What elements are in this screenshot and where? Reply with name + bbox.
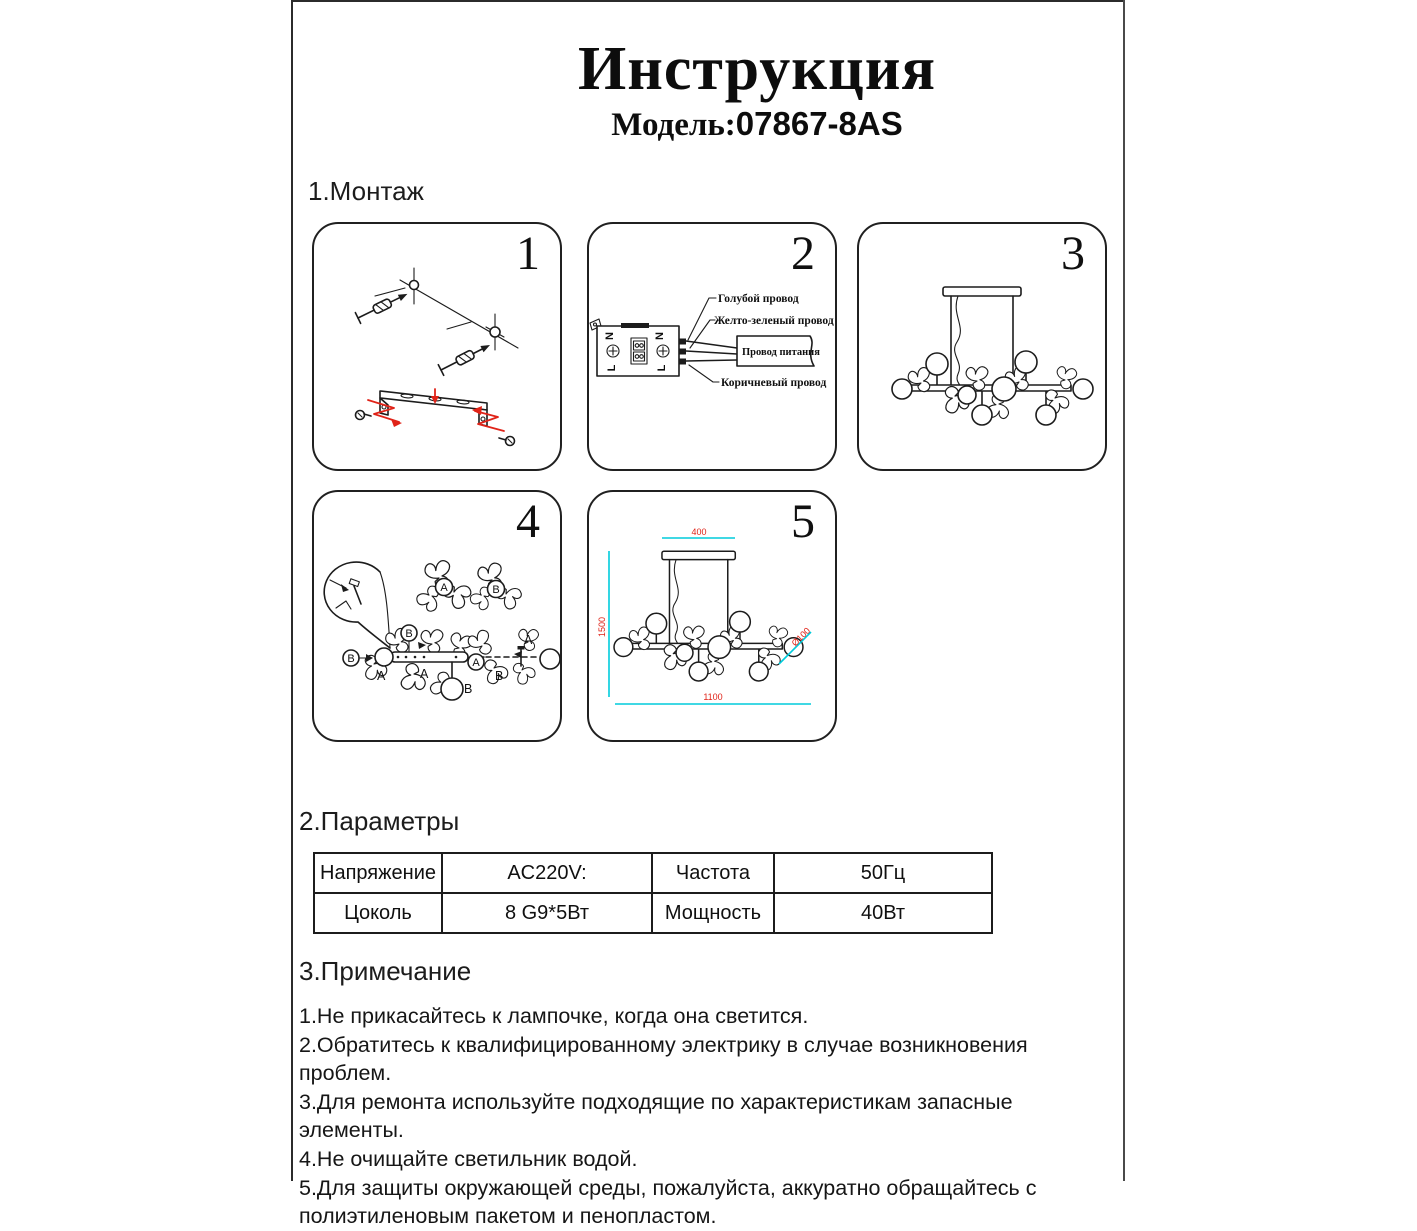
- param-value: 8 G9*5Вт: [442, 893, 652, 933]
- param-value: 40Вт: [774, 893, 992, 933]
- param-label: Напряжение: [314, 853, 442, 893]
- chandelier-drawing: [892, 287, 1093, 425]
- dim-left-label: 1500: [597, 616, 607, 638]
- panel-number: 5: [791, 495, 815, 548]
- page-title: Инструкция: [577, 35, 937, 103]
- section-heading-notes: 3.Примечание: [299, 956, 472, 986]
- part-b-label: B: [405, 628, 413, 640]
- note-item: 3.Для ремонта используйте подходящие по характеристикам запасные элементы.: [299, 1090, 1013, 1142]
- model-label: Модель:: [611, 107, 736, 144]
- anchor-screw-icon: [438, 340, 492, 376]
- panel-number: 1: [516, 227, 540, 280]
- terminal-block: [590, 319, 679, 376]
- table-row: [314, 853, 992, 893]
- page-border-left: [291, 0, 293, 1181]
- terminal-l-label: L: [656, 364, 668, 372]
- panel-number: 4: [516, 495, 540, 548]
- power-cord-label: Провод питания: [742, 347, 820, 358]
- panel-number: 2: [791, 227, 815, 280]
- note-item: 4.Не очищайте светильник водой.: [299, 1147, 638, 1171]
- part-b-label: B: [464, 682, 473, 696]
- insert-arrow-right: [472, 406, 504, 431]
- note-item: 1.Не прикасайтесь к лампочке, когда она светится.: [299, 1004, 809, 1028]
- dim-diameter-label: Ø100: [789, 625, 813, 649]
- part-a-label: A: [420, 667, 429, 681]
- terminal-n-label: N: [604, 332, 616, 340]
- panel-mounting: [312, 222, 562, 471]
- model-line: [292, 105, 1222, 144]
- ceiling-line: [400, 268, 518, 350]
- brown-wire-label: Коричневый провод: [721, 377, 827, 389]
- param-value: AC220V:: [442, 853, 652, 893]
- dim-top-label: 400: [691, 527, 707, 537]
- panel-number: 3: [1061, 227, 1085, 280]
- yellow-green-wire-label: Желто-зеленый провод: [714, 315, 834, 327]
- parameters-table: [313, 852, 993, 934]
- param-value: 50Гц: [774, 853, 992, 893]
- section-heading-montage: 1.Монтаж: [308, 176, 424, 206]
- part-a-label: A: [524, 633, 533, 647]
- page-border-right: [1123, 0, 1125, 1181]
- part-b-label: B: [347, 653, 355, 665]
- param-label: Цоколь: [314, 893, 442, 933]
- param-label: Мощность: [652, 893, 774, 933]
- part-a-label: A: [472, 657, 480, 669]
- panel-wiring: [587, 222, 837, 471]
- chandelier-drawing: [614, 551, 803, 681]
- part-a-label: A: [440, 582, 448, 594]
- table-row: [314, 893, 992, 933]
- notes-list: [299, 1002, 1089, 1231]
- part-b-label: B: [495, 669, 504, 683]
- part-b-label: B: [492, 584, 500, 596]
- terminal-l-label: L: [606, 364, 618, 372]
- note-item: 2.Обратитесь к квалифицированному электрику в случае возникновения проблем.: [299, 1033, 1028, 1085]
- panel-chandelier: [857, 222, 1107, 471]
- param-label: Частота: [652, 853, 774, 893]
- panel-assembly-detail: [312, 490, 562, 742]
- magnifier-detail: [324, 562, 390, 648]
- panel-dimensions: [587, 490, 837, 742]
- note-item: 5.Для защиты окружающей среды, пожалуйста, аккуратно обращайтесь с полиэтиленовым пакетом и пенопластом.: [299, 1176, 1037, 1228]
- part-a-label: A: [377, 669, 386, 683]
- blue-wire-label: Голубой провод: [718, 293, 799, 305]
- screw-icon: [499, 437, 515, 446]
- dim-bottom-label: 1100: [703, 692, 723, 702]
- terminal-n-label: N: [654, 332, 666, 340]
- title-block: [292, 35, 1222, 144]
- leaf-part-a: [414, 559, 473, 613]
- leaf-part-b: [468, 561, 523, 611]
- screw-icon: [356, 411, 372, 420]
- power-cord: [679, 336, 820, 366]
- model-number: 07867-8AS: [735, 105, 903, 143]
- section-heading-parameters: 2.Параметры: [299, 806, 460, 836]
- page-border-top: [291, 0, 1124, 2]
